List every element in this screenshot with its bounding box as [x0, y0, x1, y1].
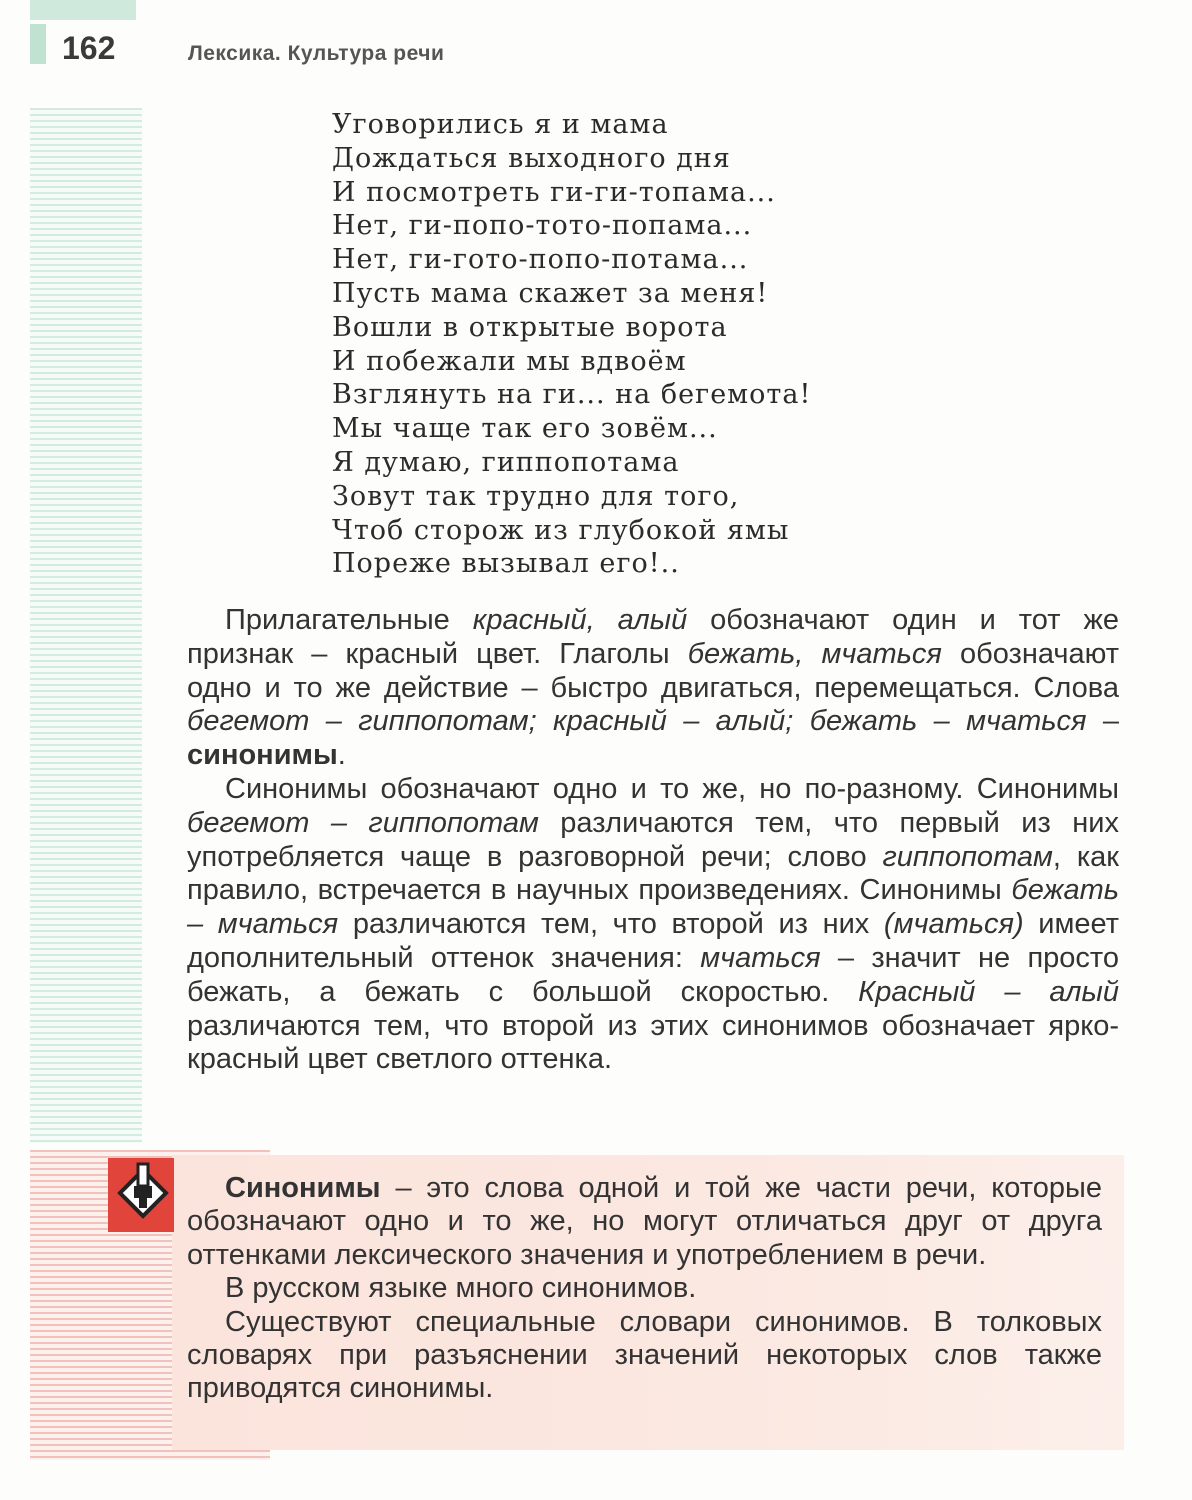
rule-definition: Синонимы – это слова одной и той же части речи, которые обозначают одно и то же, но могут отличаться друг от друга оттенками лексического значения и употреблением в речи. — [187, 1172, 1102, 1271]
poem-line: Нет, ги-гото-попо-потама... — [332, 244, 749, 276]
rule-term: Синонимы — [225, 1172, 381, 1204]
poem-line: Дождаться выходного дня — [332, 142, 731, 174]
poem-line: Зовут так трудно для того, — [332, 480, 740, 512]
poem-line: Нет, ги-попо-тото-попама... — [332, 210, 753, 242]
margin-stripe-green — [30, 108, 142, 1143]
poem-line: Уговорились я и мама — [332, 109, 669, 140]
rule-note: В русском языке много синонимов. — [225, 1272, 697, 1305]
poem — [332, 108, 811, 581]
explanation-text — [187, 604, 1119, 1077]
paragraph-synonyms-differences: Синонимы обозначают одно и то же, но по-разному. Синонимы бегемот – гиппопотам различаются тем, что первый из них употребляется чаще в разговорной речи; слово гиппопотам, как правило, встречается в научных произведениях. Синонимы бежать – мчаться различаются тем, что второй из них (мчаться) имеет дополнительный оттенок значения: мчаться – значит не просто бежать, а бежать с большой скоростью. Красный – алый различаются тем, что второй из этих синонимов обозначает ярко-красный цвет светлого оттенка. — [187, 772, 1119, 1076]
poem-line: Я думаю, гиппопотама — [332, 446, 680, 478]
rule-text — [187, 1172, 1102, 1406]
paragraph-synonyms-intro: Прилагательные красный, алый обозначают один и тот же признак – красный цвет. Глаголы бежать, мчаться обозначают одно и то же действие – быстро двигаться, перемещаться. Слова бегемот – гиппопотам; красный – алый; бежать – мчаться – синонимы. — [187, 604, 1119, 772]
poem-line: Чтоб сторож из глубокой ямы — [332, 514, 790, 546]
poem-line: Взглянуть на ги... на бегемота! — [332, 379, 812, 411]
poem-line: Пусть мама скажет за меня! — [332, 277, 769, 309]
margin-decoration-mark — [30, 24, 46, 64]
running-head: Лексика. Культура речи — [188, 42, 445, 65]
poem-line: И побежали мы вдвоём — [332, 345, 687, 377]
rule-dictionaries: Существуют специальные словари синонимов. В толковых словарях при разъяснении значений некоторых слов также приводятся синонимы. — [187, 1305, 1102, 1405]
poem-line: И посмотреть ги-ги-топама... — [332, 176, 776, 208]
term-synonyms: синонимы — [187, 739, 338, 772]
poem-line: Вошли в открытые ворота — [332, 311, 728, 343]
poem-line: Пореже вызывал его!.. — [332, 548, 680, 580]
rule-icon — [114, 1160, 172, 1230]
page-number: 162 — [62, 30, 116, 66]
poem-line: Мы чаще так его зовём... — [332, 413, 718, 445]
margin-decoration-top — [30, 0, 136, 20]
